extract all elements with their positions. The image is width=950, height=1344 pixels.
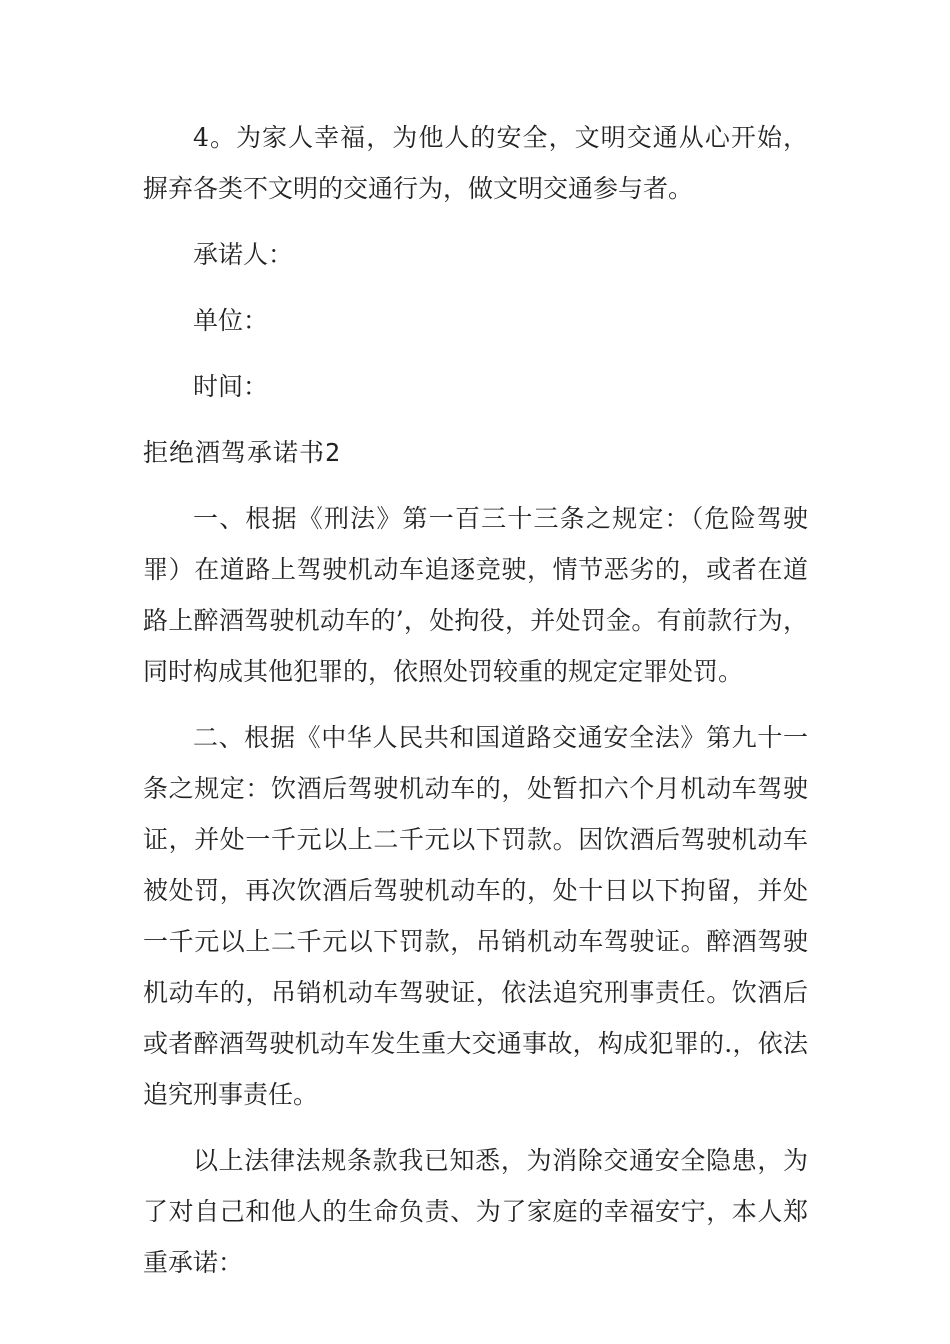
pledge-item-4: 4。为家人幸福，为他人的安全，文明交通从心开始，摒弃各类不文明的交通行为，做文明交通参与者。 [143, 123, 808, 203]
law-paragraph-1: 一、根据《刑法》第一百三十三条之规定：（危险驾驶罪）在道路上驾驶机动车追逐竞驶，情节恶劣的，或者在道路上醉酒驾驶机动车的’，处拘役，并处罚金。有前款行为，同时构成其他犯罪的，依照处罚较重的规定定罪处罚。 [143, 504, 808, 686]
unit-label: 单位： [193, 306, 269, 335]
law-section [143, 493, 808, 1288]
section-title: 拒绝酒驾承诺书2 [143, 438, 342, 467]
time-label: 时间： [193, 372, 269, 401]
closing-paragraph: 以上法律法规条款我已知悉，为消除交通安全隐患，为了对自己和他人的生命负责、为了家庭的幸福安宁，本人郑重承诺： [143, 1146, 808, 1277]
promisor-label: 承诺人： [193, 240, 294, 269]
document-body [143, 112, 808, 1288]
law-paragraph-2: 二、根据《中华人民共和国道路交通安全法》第九十一条之规定：饮酒后驾驶机动车的，处暂扣六个月机动车驾驶证，并处一千元以上二千元以下罚款。因饮酒后驾驶机动车被处罚，再次饮酒后驾驶机动车的，处十日以下拘留，并处一千元以上二千元以下罚款，吊销机动车驾驶证。醉酒驾驶机动车的，吊销机动车驾驶证，依法追究刑事责任。饮酒后或者醉酒驾驶机动车发生重大交通事故，构成犯罪的.，依法追究刑事责任。 [143, 723, 808, 1109]
